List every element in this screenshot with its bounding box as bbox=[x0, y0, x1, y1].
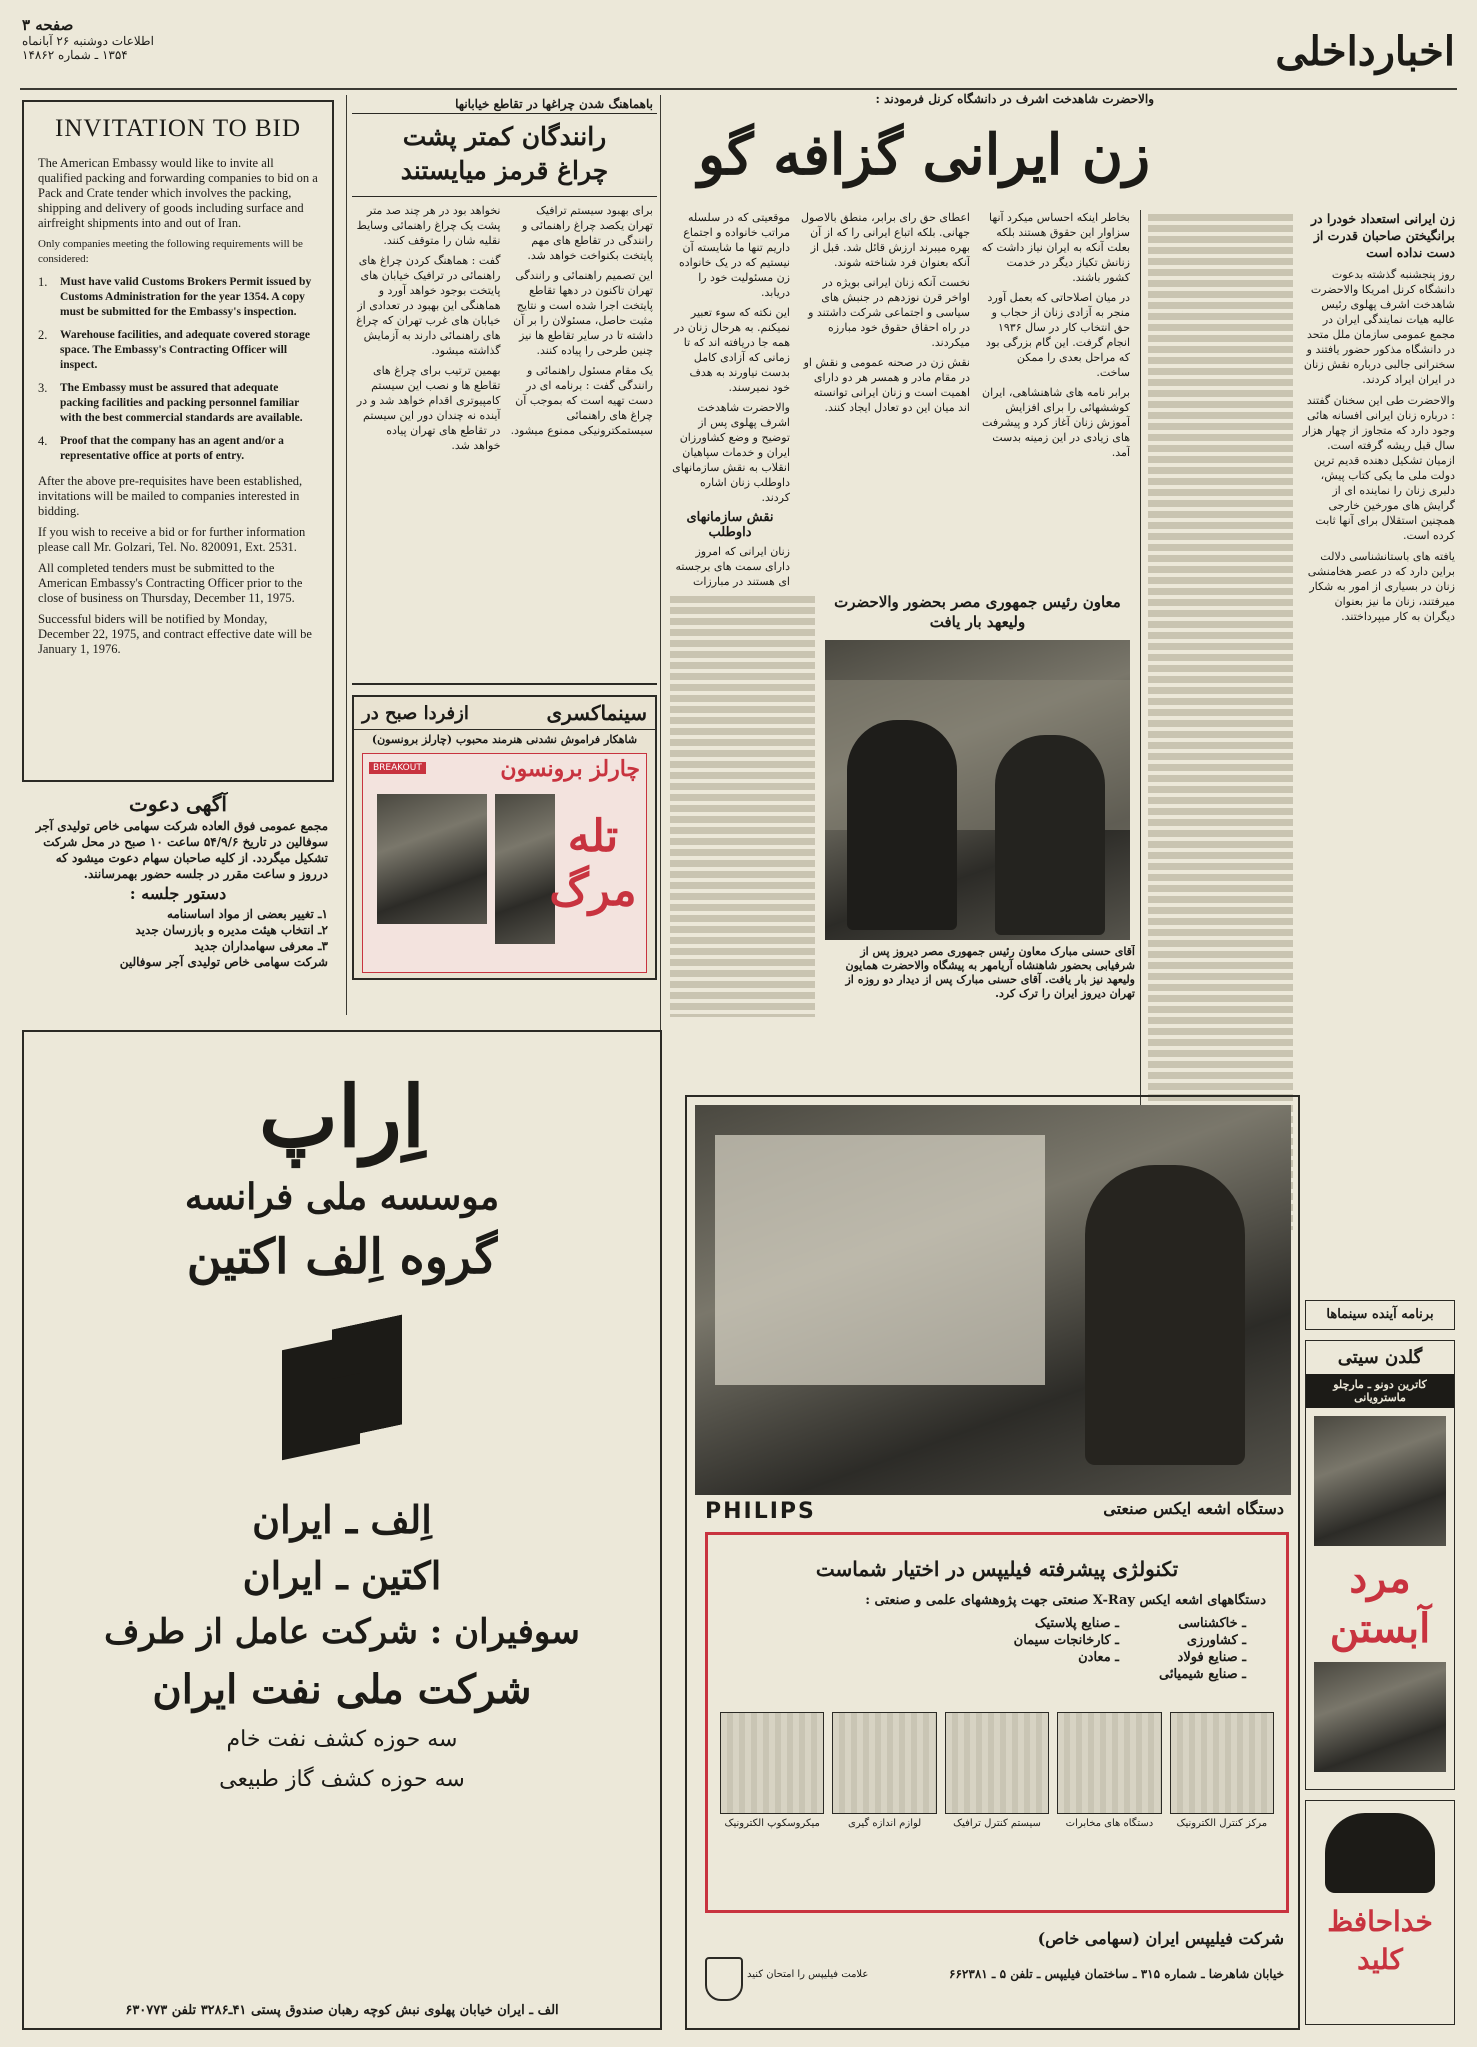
golden-city-ad bbox=[1305, 1340, 1455, 1790]
operator-figure bbox=[1085, 1165, 1245, 1465]
traffic-columns bbox=[352, 197, 657, 458]
lead-paragraph: زنان ایرانی که امروز دارای سمت های برجسته ای هستند در مبارزات bbox=[675, 545, 790, 588]
philips-shield-icon bbox=[705, 1957, 743, 2001]
issue-number: ۱۳۵۴ ـ شماره ۱۴۸۶۲ bbox=[22, 48, 128, 62]
equipment-cell bbox=[1170, 1712, 1274, 1829]
golden-city-name: گلدن سیتی bbox=[1337, 1347, 1423, 1368]
lead-column-2 bbox=[980, 210, 1130, 590]
golden-city-poster bbox=[1314, 1416, 1446, 1546]
traffic-paragraph: بهمین ترتیب برای چراغ های تقاطع ها و نصب این سیستم کامپیوتری اقدام خواهد شد و در آینده نه چندان دور این سیستم در تقاطع های تهران پیاده خواهد شد. bbox=[356, 364, 501, 452]
page-label: صفحه ۳ bbox=[22, 16, 74, 34]
actress-portrait bbox=[495, 794, 555, 944]
bid-requirement-number: 4. bbox=[38, 434, 48, 448]
lead-paragraph: والاحضرت طی این سخنان گفتند : درباره زنان ایرانی افسانه هائی وجود دارد که متجاوز از چهار هزار سال قبل ریشه گرفته است. ازمیان تشکیل دهنده قدیم ترین دولت ملی ما یکی کتاب پیش، دلبری زنان را نماینده ای از گرایش های مورخین خارجی همچنین استقلال برای آنها ثابت کرده است. bbox=[1302, 394, 1455, 542]
bid-requirement-text: Proof that the company has an agent and/or a representative office at ports of entry. bbox=[60, 435, 284, 462]
erap-logo bbox=[282, 1322, 402, 1462]
xray-caption: دستگاه اشعه ایکس صنعتی bbox=[1103, 1499, 1284, 1518]
bid-requirement bbox=[38, 328, 318, 373]
cinema-star: چارلز برونسون bbox=[500, 756, 640, 782]
philips-list-a bbox=[1159, 1614, 1246, 1684]
erap-line5: سه حوزه کشف نفت خام bbox=[226, 1727, 458, 1752]
lead-paragraph: نقش زن در صحنه عمومی و نقش او در مقام مادر و همسر هر دو دارای اهمیت است و زنان ایرانی توانسته اند میان این دو تعادل ایجاد کنند. bbox=[803, 356, 970, 414]
bottom-brand: خداحافظ کلید bbox=[1327, 1905, 1433, 1976]
lead-paragraph: اعطای حق رای برابر، منطق بالاصول جهانی. بلکه اتباع ایرانی را که از آن بهره میبرند ارزش قائل شد. قبل از آنکه بعنوان فرد شناخته شوند. bbox=[800, 211, 970, 269]
bid-requirement-number: 3. bbox=[38, 381, 48, 395]
lead-paragraph: این نکته که سوء تعبیر نمیکنم. به هرحال زنان در همه جا دریافته اند که تا زمانی که آزادی کامل بدست نیاورند به هدف خود نمیرسند. bbox=[674, 306, 790, 394]
xray-equipment bbox=[715, 1135, 1045, 1385]
philips-list-item: ـ صنایع شیمیائی bbox=[1159, 1667, 1246, 1682]
traffic-kicker: باهماهنگ شدن چراغها در تقاطع خیابانها bbox=[352, 95, 657, 114]
cinema-label: سینماکسری bbox=[546, 701, 647, 725]
photo-headline: معاون رئیس جمهوری مصر بحضور والاحضرت ولیعهد بار یافت bbox=[834, 593, 1121, 631]
lead-paragraph: یافته های باستانشناسی دلالت براین دارد که در عصر هخامنشی زنان در بسیاری از امور به شکار میرفتند، زنان ما نیز بعنوان دیگران به کار میپرداختند. bbox=[1307, 550, 1455, 623]
erap-address: الف ـ ایران خیابان پهلوی نبش کوچه رهبان صندوق پستی ۴۱ـ۳۲۸۶ تلفن ۶۳۰۷۷۳ bbox=[125, 2003, 559, 2018]
equipment-label: لوازم اندازه گیری bbox=[848, 1818, 922, 1829]
equipment-label: دستگاه های مخابرات bbox=[1065, 1818, 1154, 1829]
bid-requirements-intro: Only companies meeting the following requirements will be considered: bbox=[38, 238, 303, 265]
cinema-starting: ازفردا صبح در bbox=[362, 702, 469, 724]
bid-notify: Successful biders will be notified by Monday, December 22, 1975, and contract effective date will be January 1, 1976. bbox=[38, 612, 312, 656]
traffic-column-a bbox=[509, 203, 654, 458]
lead-column-3 bbox=[800, 210, 970, 590]
equipment-cell bbox=[720, 1712, 824, 1829]
golden-city-figure bbox=[1314, 1662, 1446, 1772]
philips-logo: PHILIPS bbox=[705, 1499, 816, 1524]
erap-brand: اِراپ bbox=[258, 1067, 426, 1166]
equipment-cell bbox=[832, 1712, 936, 1829]
cinema-poster bbox=[362, 753, 647, 973]
philips-lists bbox=[708, 1614, 1286, 1684]
philips-company: شرکت فیلیپس ایران (سهامی خاص) bbox=[1037, 1929, 1284, 1948]
notice-agenda-item: ۲ـ انتخاب هیئت مدیره و بازرسان جدید bbox=[135, 923, 328, 937]
philips-subhead: دستگاههای اشعه ایکس X-Ray صنعتی جهت پژوهشهای علمی و صنعتی : bbox=[865, 1593, 1266, 1608]
traffic-column-b bbox=[356, 203, 501, 458]
lead-subhead: نقش سازمانهای داوطلب bbox=[686, 510, 774, 540]
cinema-film-title: تله مرگ bbox=[549, 811, 637, 916]
lead-paragraph: موقعیتی که در سلسله مراتب خانواده و اجتماع داریم تنها ما شایسته آن نیستیم که در یک خانواده زن مسئولیت خود را دریابد. bbox=[678, 211, 790, 299]
traffic-paragraph: گفت : هماهنگ کردن چراغ های راهنمائی در ترافیک خیابان های پایتخت بوجود خواهد آورد و هماهنگی این بهبود در تعدادی از خیابان های غرب تهران که چراغ های راهنمائی دارند به آزمایش گذاشته میشود. bbox=[356, 254, 501, 357]
erap-line6: سه حوزه کشف گاز طبیعی bbox=[219, 1767, 465, 1792]
invitation-to-bid-ad bbox=[22, 100, 334, 782]
person-right bbox=[995, 735, 1105, 935]
bid-requirements-list bbox=[38, 275, 318, 464]
lead-kicker: والاحضرت شاهدخت اشرف در دانشگاه کرنل فرمودند : bbox=[875, 92, 1154, 106]
philips-trademark: علامت فیلیپس را امتحان کنید bbox=[747, 1969, 869, 1980]
actor-portrait bbox=[377, 794, 487, 924]
cinema-header bbox=[354, 697, 655, 730]
erap-group: گروه اِلف اکتین bbox=[186, 1229, 498, 1285]
equipment-label: مرکز کنترل الکترونیک bbox=[1176, 1818, 1268, 1829]
notice-title: آگهی دعوت bbox=[129, 792, 227, 816]
photo-caption: آقای حسنی مبارک معاون رئیس جمهوری مصر دیروز پس از شرفیابی بحضور شاهنشاه آریامهر به پیشگاه والاحضرت همایون ولیعهد نیز بار یافت. آقای حسنی مبارک پس از دیدار دو روزه از تهران دیروز ایران را ترک کرد. bbox=[845, 945, 1135, 1000]
traffic-headline-line: رانندگان کمتر پشت bbox=[402, 122, 607, 151]
erap-line2: اکتین ـ ایران bbox=[242, 1553, 442, 1598]
traffic-headline bbox=[352, 114, 657, 197]
philips-list-item: ـ معادن bbox=[1078, 1650, 1119, 1665]
column-rule bbox=[346, 95, 347, 1015]
traffic-paragraph: نخواهد بود در هر چند صد متر پشت یک چراغ راهنمائی وسایط نقلیه شان را متوقف کنند. bbox=[356, 204, 501, 247]
person-left bbox=[847, 720, 957, 930]
xray-photo bbox=[695, 1105, 1291, 1495]
traffic-paragraph: این تصمیم راهنمائی و رانندگی تهران تاکنون در دهها تقاطع پایتخت اجرا شده است و نتایج مثبت حاصل، مسئولان را بر آن داشته تا در سایر تقاطع ها نیز چنین طرحی را پیاده کنند. bbox=[513, 269, 653, 357]
philips-list-item: ـ صنایع فولاد bbox=[1177, 1650, 1246, 1665]
equipment-label: سیستم کنترل ترافیک bbox=[953, 1818, 1041, 1829]
traffic-headline-line: چراغ قرمز میایستند bbox=[400, 156, 609, 185]
philips-list-b bbox=[1014, 1614, 1119, 1684]
notice-agenda-item: ۱ـ تغییر بعضی از مواد اساسنامه bbox=[166, 907, 328, 921]
bid-requirement bbox=[38, 434, 318, 464]
lead-paragraph: روز پنجشنبه گذشته بدعوت دانشگاه کرنل امریکا والاحضرت شاهدخت اشرف پهلوی رئیس عالیه هیات نمایندگی ایران در مجمع عمومی سازمان ملل متحد در دانشگاه مذکور حضور یافتند و سخنرانی جالبی درباره نقش زنان در ایران ایراد کردند. bbox=[1303, 268, 1455, 386]
lead-sidebar bbox=[1300, 210, 1455, 1230]
equipment-label: میکروسکوپ الکترونیک bbox=[724, 1818, 820, 1829]
lead-paragraph: در میان اصلاحاتی که بعمل آورد منجر به آزادی زنان از حجاب و حق انتخاب کار در سال ۱۹۳۶ انجام گرفت. این گام بزرگی بود که مراحل بعدی را ممکن ساخت. bbox=[985, 291, 1130, 379]
bid-deadline: All completed tenders must be submitted to the American Embassy's Contracting Officer prior to the close of business on Thursday, December 11, 1975. bbox=[38, 561, 303, 605]
bid-requirement bbox=[38, 381, 318, 426]
bid-contact: If you wish to receive a bid or for further information please call Mr. Golzari, Tel. No. 820091, Ext. 2531. bbox=[38, 525, 306, 554]
philips-headline: تکنولژی پیشرفته فیلیپس در اختیار شماست bbox=[815, 1557, 1179, 1581]
column-rule bbox=[1140, 210, 1141, 1230]
erap-ad bbox=[22, 1030, 662, 2030]
erap-line1: اِلف ـ ایران bbox=[252, 1497, 432, 1542]
bid-requirement-text: Must have valid Customs Brokers Permit issued by Customs Administration for the year 1354. A copy must be submitted for the Embassy's inspection. bbox=[60, 276, 312, 318]
key-graphic bbox=[1325, 1813, 1435, 1893]
cinema-program-header: برنامه آینده سینماها bbox=[1305, 1300, 1455, 1330]
lead-paragraph: برابر نامه های شاهنشاهی، ایران کوششهائی را برای افزایش آموزش زنان آغاز کرد و پیشرفت های زیادی در این زمینه بدست آمد. bbox=[982, 386, 1130, 459]
philips-address: خیابان شاهرضا ـ شماره ۳۱۵ ـ ساختمان فیلیپس ـ تلفن ۵ ـ ۶۶۲۳۸۱ bbox=[949, 1967, 1284, 1981]
page-meta bbox=[22, 16, 262, 86]
bid-title: INVITATION TO BID bbox=[55, 115, 301, 142]
lead-column-4 bbox=[670, 210, 790, 590]
bid-intro: The American Embassy would like to invite all qualified packing and forwarding companies to bid on a Pack and Crate tender which involves the packing, shipping and delivery of goods including surface and airfreight shipments into and out of Iran. bbox=[38, 156, 318, 230]
lead-sidebar-title: زن ایرانی استعداد خودرا در برانگیختن صاحبان قدرت از دست نداده است bbox=[1310, 211, 1455, 260]
meeting-photo bbox=[825, 640, 1130, 940]
notice-agenda-item: ۳ـ معرفی سهامداران جدید bbox=[194, 939, 328, 953]
lead-headline: زن ایرانی گزافه گو bbox=[697, 122, 1151, 188]
golden-city-stars: کاترین دونو ـ مارچلو ماسترویانی bbox=[1306, 1374, 1454, 1408]
traffic-paragraph: برای بهبود سیستم ترافیک تهران یکصد چراغ راهنمائی و رانندگی در تقاطع های مهم پایتخت بکنواخت خواهد شد. bbox=[521, 204, 653, 262]
lead-paragraph: والاحضرت شاهدخت اشرف پهلوی پس از توضیح و وضع کشاورزان ایران و خدمات سپاهیان انقلاب به نقش سازمانهای داوطلب زنان اشاره کردند. bbox=[672, 401, 790, 504]
equipment-cell bbox=[945, 1712, 1049, 1829]
bid-requirement-number: 2. bbox=[38, 328, 48, 342]
golden-city-film: مرد آبستن bbox=[1329, 1555, 1431, 1652]
erap-line3: سوفیران : شرکت عامل از طرف bbox=[104, 1612, 580, 1652]
lead-continuation bbox=[670, 592, 815, 1017]
invitation-notice bbox=[22, 792, 334, 982]
philips-list-item: ـ صنایع پلاستیک bbox=[1034, 1616, 1119, 1631]
philips-list-item: ـ کشاورزی bbox=[1186, 1633, 1246, 1648]
notice-agenda-title: دستور جلسه : bbox=[129, 884, 227, 903]
bid-after: After the above pre-requisites have been established, invitations will be mailed to companies interested in bidding. bbox=[38, 474, 303, 518]
philips-list-item: ـ خاکشناسی bbox=[1178, 1616, 1246, 1631]
bottom-brand-ad bbox=[1305, 1800, 1455, 2025]
bid-requirement-text: Warehouse facilities, and adequate covered storage space. The Embassy's Contracting Officer will inspect. bbox=[60, 329, 310, 371]
lead-filler-columns bbox=[1148, 210, 1293, 1230]
lead-paragraph: بخاطر اینکه احساس میکرد آنها سزاوار این حقوق هستند بلکه بعلت آنکه به ایران نیاز داشت که زنانش تکیاز دیگر در خدمت کشور باشند. bbox=[981, 211, 1130, 284]
cinema-badge: BREAKOUT bbox=[369, 762, 426, 774]
traffic-paragraph: یک مقام مسئول راهنمائی و رانندگی گفت : برنامه ای در دست تهیه است که بموجب آن چراغ های راهنمائی سیستمکترونیکی ممنوع میشود. bbox=[510, 364, 653, 437]
philips-equipment-row bbox=[708, 1684, 1286, 1829]
section-title: اخبارداخلی bbox=[1275, 28, 1455, 75]
philips-red-frame bbox=[705, 1532, 1289, 1913]
lead-paragraph: نخست آنکه زنان ایرانی بویژه در اواخر قرن نوزدهم در جنبش های سیاسی و اجتماعی شرکت داشتند و در راه احقاق حقوق خود مبارزه میکردند. bbox=[808, 276, 970, 349]
notice-signature: شرکت سهامی خاص تولیدی آجر سوفالین bbox=[119, 955, 328, 969]
bid-requirement-number: 1. bbox=[38, 275, 48, 289]
issue-line: اطلاعات دوشنبه ۲۶ آبانماه bbox=[22, 34, 154, 48]
bid-requirement-text: The Embassy must be assured that adequate packing facilities and packing personnel familiar with the best commercial standards are available. bbox=[60, 382, 303, 424]
erap-line4: شرکت ملی نفت ایران bbox=[152, 1666, 532, 1713]
cinema-ad bbox=[352, 695, 657, 980]
bid-requirement bbox=[38, 275, 318, 320]
equipment-cell bbox=[1057, 1712, 1161, 1829]
philips-list-item: ـ کارخانجات سیمان bbox=[1013, 1633, 1119, 1648]
notice-body: مجمع عمومی فوق العاده شرکت سهامی خاص تولیدی آجر سوفالین در تاریخ ۵۴/۹/۶ ساعت ۱۰ صبح در محل شرکت تشکیل میگردد. از کلیه صاحبان سهام دعوت میشود که درروز و ساعت مقرر در جلسه حضور بهمرسانند. bbox=[35, 819, 328, 881]
erap-org: موسسه ملی فرانسه bbox=[184, 1176, 500, 1218]
traffic-lights-article bbox=[352, 95, 657, 685]
header-rule bbox=[20, 88, 1457, 90]
cinema-tagline: شاهکار فراموش نشدنی هنرمند محبوب (چارلز برونسون) bbox=[371, 733, 638, 746]
philips-ad bbox=[685, 1095, 1300, 2030]
